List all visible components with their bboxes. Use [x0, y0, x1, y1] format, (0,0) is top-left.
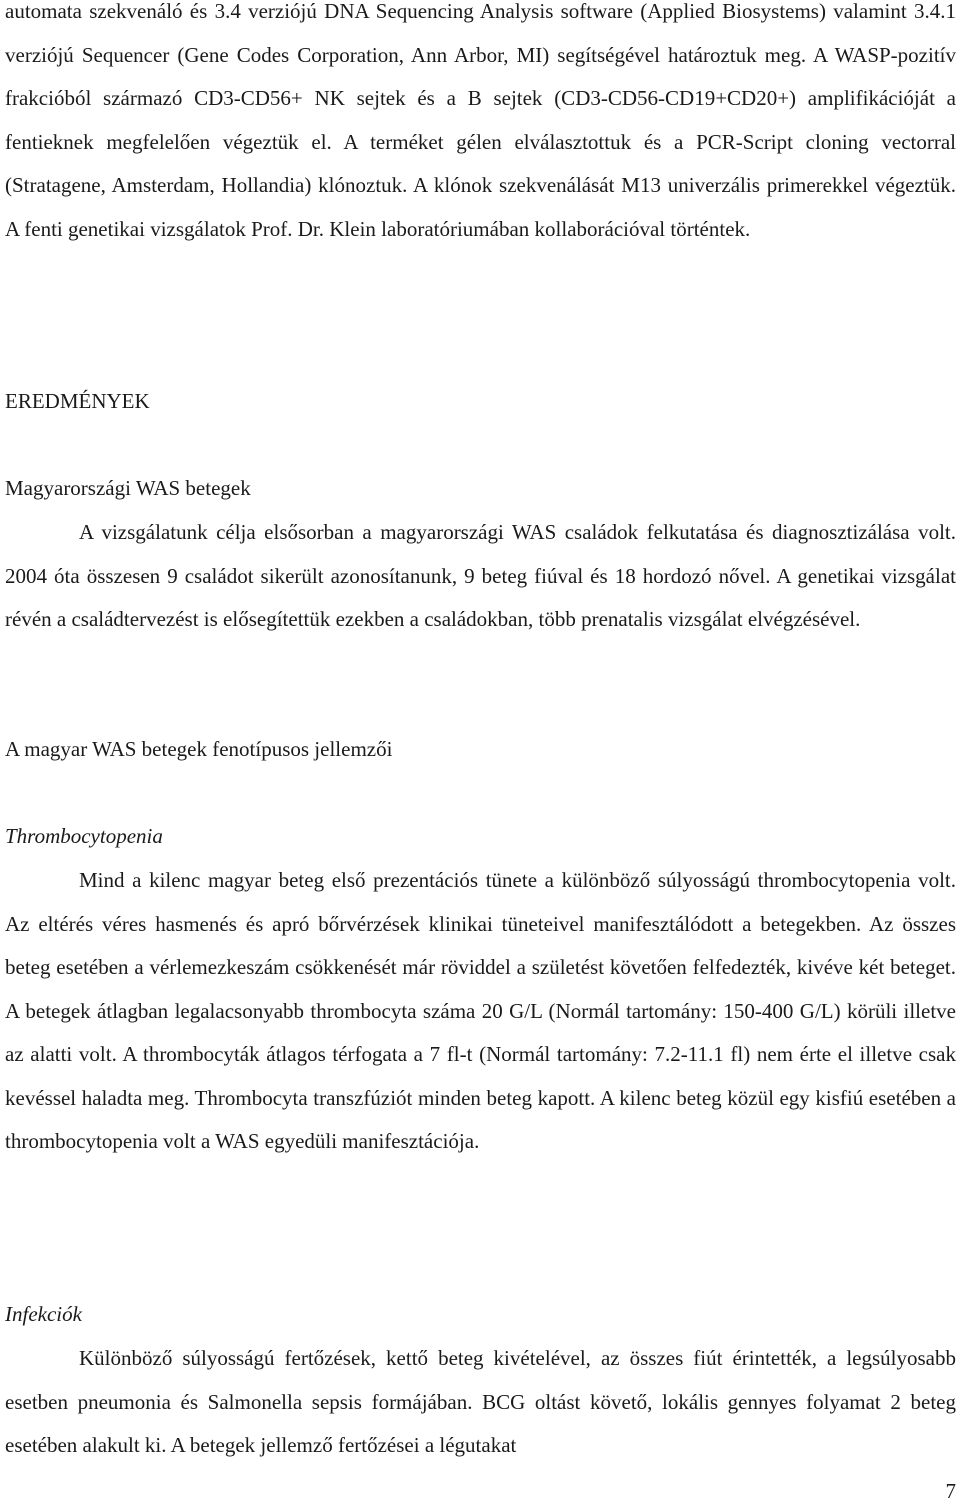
thrombocytopenia-paragraph: Mind a kilenc magyar beteg első prezentációs tünete a különböző súlyosságú thrombocytopenia volt. Az eltérés véres hasmenés és apró bőrvérzések klinikai tüneteivel manifesztálódott a betegekben. Az összes beteg esetében a vérlemezkeszám csökkenését már röviddel a születést követően felfedezték, kivéve két beteget. A betegek átlagban legalacsonyabb thrombocyta száma 20 G/L (Normál tartomány: 150-400 G/L) körüli illetve az alatti volt. A thrombocyták átlagos térfogata a 7 fl-t (Normál tartomány: 7.2-11.1 fl) nem érte el illetve csak kevéssel haladta meg. Thrombocyta transzfúziót minden beteg kapott. A kilenc beteg közül egy kisfiú esetében a thrombocytopenia volt a WAS egyedüli manifesztációja.	[5, 868, 956, 1153]
section-heading-results: EREDMÉNYEK	[5, 389, 150, 413]
subheading-infections: Infekciók	[5, 1302, 82, 1326]
hungarian-patients-paragraph: A vizsgálatunk célja elsősorban a magyarországi WAS családok felkutatása és diagnosztizálása volt. 2004 óta összesen 9 családot sikerült azonosítanunk, 9 beteg fiúval és 18 hordozó nővel. A genetikai vizsgálat révén a családtervezést is elősegítettük ezekben a családokban, több prenatalis vizsgálat elvégzésével.	[5, 520, 956, 631]
subheading-phenotype: A magyar WAS betegek fenotípusos jellemzői	[5, 737, 393, 761]
infections-paragraph: Különböző súlyosságú fertőzések, kettő beteg kivételével, az összes fiút érintették, a legsúlyosabb esetben pneumonia és Salmonella sepsis formájában. BCG oltást követő, lokális gennyes folyamat 2 beteg esetében alakult ki. A betegek jellemző fertőzései a légutakat	[5, 1346, 956, 1457]
subheading-thrombocytopenia: Thrombocytopenia	[5, 824, 163, 848]
intro-paragraph: automata szekvenáló és 3.4 verziójú DNA Sequencing Analysis software (Applied Biosystems) valamint 3.4.1 verziójú Sequencer (Gene Codes Corporation, Ann Arbor, MI) segítségével határoztuk meg. A WASP-pozitív frakcióból származó CD3-CD56+ NK sejtek és a B sejtek (CD3-CD56-CD19+CD20+) amplifikációját a fentieknek megfelelően végeztük el. A terméket gélen elválasztottuk és a PCR-Script cloning vectorral (Stratagene, Amsterdam, Hollandia) klónoztuk. A klónok szekvenálását M13 univerzális primerekkel végeztük. A fenti genetikai vizsgálatok Prof. Dr. Klein laboratóriumában kollaborációval történtek.	[5, 0, 956, 241]
page-number: 7	[945, 1479, 956, 1503]
subheading-hungarian-patients: Magyarországi WAS betegek	[5, 476, 251, 500]
